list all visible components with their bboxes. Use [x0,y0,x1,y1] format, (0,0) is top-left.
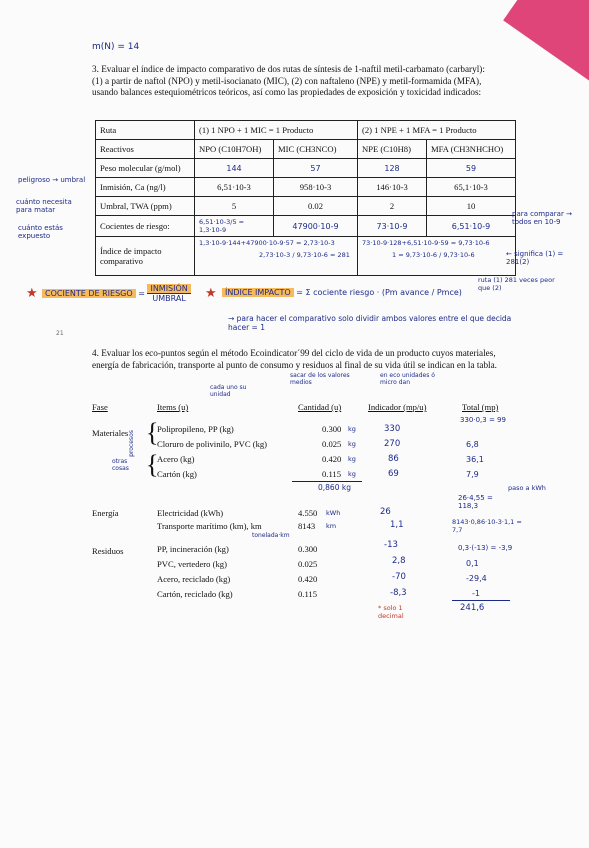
brace-icon: { [146,418,159,447]
indicador-value: -70 [392,572,406,582]
total-value: 330·0,3 = 99 [460,416,506,424]
table-cell: 146·10-3 [358,178,427,197]
total-value: 0,1 [466,559,479,568]
table-cell: 958·10-3 [274,178,358,197]
indicador-value: 26 [380,507,391,517]
total-value: 8143·0,86·10-3·1,1 = 7,7 [452,518,522,534]
q4-text [92,348,532,371]
star-icon: ★ [205,286,217,301]
formula-riesgo: COCIENTE DE RIESGO = INMISIÓN UMBRAL [42,284,191,303]
total-value: 26·4,55 = 118,3 [458,494,493,510]
table-cell: 128 [358,159,427,178]
unit-note: kg [348,425,356,433]
indicador-value: 330 [384,424,401,434]
table-row [96,197,516,216]
item-label: Electricidad (kWh) [157,508,224,518]
otras-note: otras cosas [112,458,129,472]
tonelada-note: tonelada·km [252,532,290,539]
right-note-2: ← significa (1) = 281(2) [506,250,564,266]
cantidad-value: 0.300 [298,544,318,554]
indicador-value: 69 [388,469,399,479]
table-cell: Ruta [96,121,195,140]
table-row [96,159,516,178]
table-cell: 6,51·10-9 [427,216,516,237]
cantidad-value: 4.550 [298,508,318,518]
table-cell: 57 [274,159,358,178]
indicador-value: 86 [388,454,399,464]
formula-den: UMBRAL [152,294,186,303]
table-cell: 144 [195,159,274,178]
total-value: 36,1 [466,455,484,464]
hand-calc: 2,73·10-3 / 9,73·10-6 = 281 [259,251,350,259]
item-label: Cartón (kg) [157,469,197,479]
hand-calc: 1,3·10-9·144+47900·10-9·57 = 2,73·10-3 [199,239,335,247]
item-label: Cloruro de polivinilo, PVC (kg) [157,439,268,449]
cantidad-value: 0.025 [322,439,342,449]
q3-line-2: (1) a partir de naftol (NPO) y metil-isocianato (MIC), (2) con naftaleno (NPE) y metil-formamida (MFA), [92,75,482,86]
q3-line-1: 3. Evaluar el índice de impacto comparativo de dos rutas de síntesis de 1-naftil metil-carbamato (carbaryl): [92,64,485,74]
left-note-1: peligroso → umbral [18,176,86,184]
table-cell: MIC (CH3NCO) [274,140,358,159]
item-label: Acero (kg) [157,454,195,464]
left-note-3: cuánto estás expuesto [18,224,63,240]
table-cell: Umbral, TWA (ppm) [96,197,195,216]
table-cell [195,237,358,276]
table-cell: 59 [427,159,516,178]
unit-note: kWh [326,509,341,517]
table-row [96,140,516,159]
q4-line-1: 4. Evaluar los eco-puntos según el método Ecoindicator´99 del ciclo de vida de un producto cuyos materiales, [92,348,496,358]
table-cell: NPO (C10H7OH) [195,140,274,159]
procesos-note: procesos [127,430,135,457]
indicador-value: -13 [384,540,398,550]
col-items: Items (u) [157,402,189,412]
item-label: PP, incineración (kg) [157,544,229,554]
hand-calc: 73·10-9·128+6,51·10-9·59 = 9,73·10-6 [362,239,490,247]
item-label: Cartón, reciclado (kg) [157,589,233,599]
fase-label: Residuos [92,546,124,556]
q3-table [95,120,516,276]
table-cell: Peso molecular (g/mol) [96,159,195,178]
table-row [96,216,516,237]
cantidad-value: 0.115 [322,469,342,479]
col-indicador: Indicador (mp/u) [368,402,427,412]
col-cantidad: Cantidad (u) [298,402,342,412]
cantidad-value: 0.420 [322,454,342,464]
table-cell: 73·10-9 [358,216,427,237]
cantidad-value: 8143 [298,521,316,531]
total-value: 6,8 [466,440,479,449]
table-cell: Índice de impacto comparativo [96,237,195,276]
right-note-1: para comparar → todos en 10-9 [512,210,572,226]
header-note: m(N) = 14 [92,42,140,52]
unit-note: kg [348,455,356,463]
indicador-note: en eco unidades ó micro dan [380,372,435,386]
indicador-value: 1,1 [390,520,404,530]
cantidad-value: 0.420 [298,574,318,584]
table-cell [358,237,516,276]
indicador-value: -8,3 [390,588,407,598]
table-row [96,178,516,197]
cantidad-note: sacar de los valores medios [290,372,350,386]
table-row [96,121,516,140]
q3-text [92,64,522,99]
table-cell: MFA (CH3NHCHO) [427,140,516,159]
margin-number: 21 [56,330,64,337]
col-fase: Fase [92,402,108,412]
indicador-value: 2,8 [392,556,406,566]
item-label: Acero, reciclado (kg) [157,574,231,584]
indicador-value: 270 [384,439,401,449]
table-cell: 6,51·10-3/5 = 1,3·10-9 [195,216,274,237]
table-cell: Cocientes de riesgo: [96,216,195,237]
table-cell: Reactivos [96,140,195,159]
col-total: Total (mp) [462,402,499,412]
table-cell: 65,1·10-3 [427,178,516,197]
solo-note: * solo 1 decimal [378,604,404,620]
left-note-2: cuánto necesita para matar [16,198,72,214]
table-cell: 6,51·10-3 [195,178,274,197]
table-row [96,237,516,276]
fase-label: Materiales [92,428,129,438]
table-cell: 2 [358,197,427,216]
item-label: Transporte marítimo (km), km [157,521,262,531]
unit-note: km [326,522,337,530]
table-cell: NPE (C10H8) [358,140,427,159]
table-cell: (1) 1 NPO + 1 MIC = 1 Producto [195,121,358,140]
formula-note: → para hacer el comparativo solo dividir ambos valores entre el que decida hacer = 1 [228,314,512,332]
table-cell: 5 [195,197,274,216]
q4-line-2: energía de fabricación, transporte al punto de consumo y residuos al final de su vida útil se indican en la tabla. [92,359,497,370]
right-note-3: ruta (1) 281 veces peor que (2) [478,276,555,292]
total-value: -29,4 [466,574,487,583]
cantidad-value: 0.025 [298,559,318,569]
unit-note: kg [348,470,356,478]
brace-icon: { [146,450,159,479]
item-label: Polipropileno, PP (kg) [157,424,234,434]
table-cell: Inmisión, Ca (ng/l) [96,178,195,197]
formula-rhs: Σ cociente riesgo · (Pm avance / Pmce) [305,288,462,297]
table-cell: 10 [427,197,516,216]
table-cell: 47900·10-9 [274,216,358,237]
formula-indice: ÍNDICE IMPACTO = Σ cociente riesgo · (Pm avance / Pmce) [222,288,462,297]
table-cell: 0.02 [274,197,358,216]
table-cell: (2) 1 NPE + 1 MFA = 1 Producto [358,121,516,140]
item-label: PVC, vertedero (kg) [157,559,227,569]
total-line [452,600,510,601]
unit-note: kg [348,440,356,448]
total-value: -1 [472,589,480,598]
formula-lhs: COCIENTE DE RIESGO [42,289,136,298]
q3-line-3: usando balances estequiométricos teóricos, así como las propiedades de exposición y toxicidad indicados: [92,87,482,97]
cantidad-value: 0.115 [298,589,318,599]
formula-lhs: ÍNDICE IMPACTO [222,288,294,297]
items-note: cada uno su unidad [210,384,247,398]
fase-label: Energía [92,508,119,518]
paso-note: paso a kWh [508,484,546,492]
formula-num: INMISIÓN [147,284,190,294]
cantidad-value: 0.300 [322,424,342,434]
grand-total: 241,6 [460,603,485,613]
sum-cantidad: 0,860 kg [318,483,351,492]
total-value: 7,9 [466,470,479,479]
star-icon: ★ [26,286,38,301]
sum-line [292,481,362,482]
total-value: 0,3·(-13) = -3,9 [458,544,513,552]
hand-calc: 1 = 9,73·10-6 / 9,73·10-6 [392,251,475,259]
